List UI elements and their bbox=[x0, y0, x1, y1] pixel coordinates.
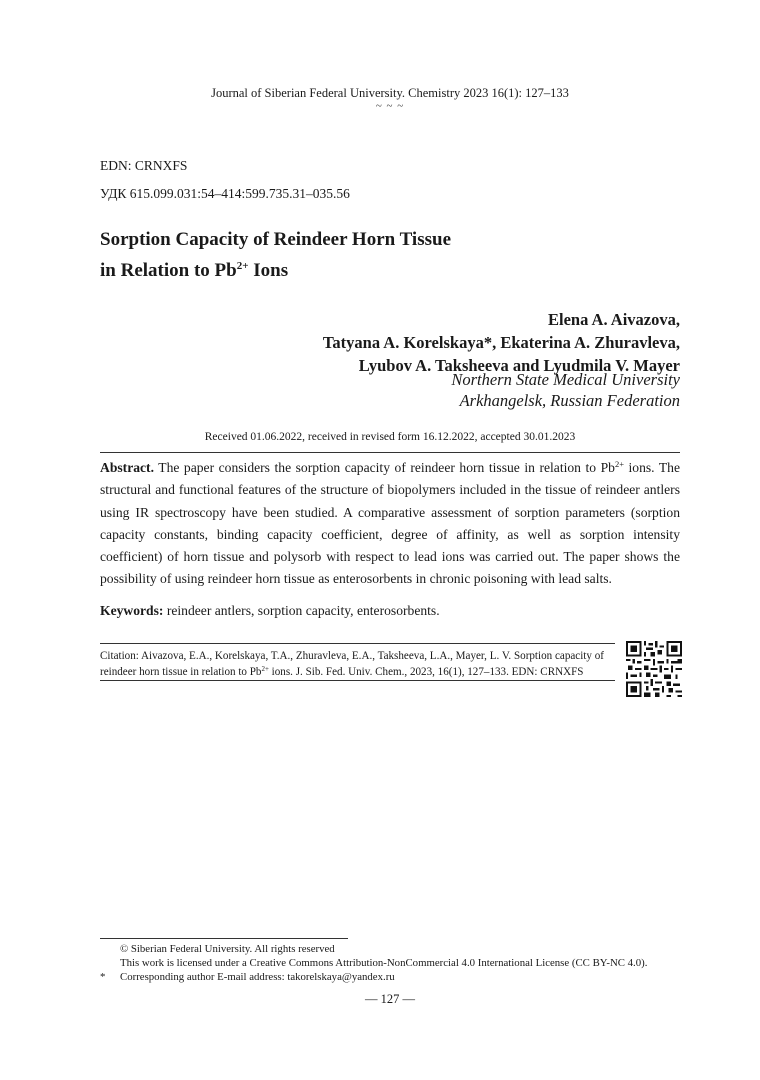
title-line-1: Sorption Capacity of Reindeer Horn Tissue bbox=[100, 229, 451, 250]
header-ornament: ~ ~ ~ bbox=[375, 100, 405, 112]
paper-title bbox=[100, 224, 451, 286]
author-line-3: Lyubov A. Taksheeva and Lyudmila V. Mayer bbox=[358, 356, 680, 375]
udk-code: УДК 615.099.031:54–414:599.735.31–035.56 bbox=[100, 186, 350, 201]
edn-code: EDN: CRNXFS bbox=[100, 158, 188, 173]
abstract-label: Abstract. bbox=[100, 460, 154, 475]
citation-rule-bottom bbox=[100, 680, 615, 681]
keywords-label: Keywords: bbox=[100, 603, 164, 618]
affiliation-line-1: Northern State Medical University bbox=[451, 370, 680, 389]
author-line-2: Tatyana A. Korelskaya*, Ekaterina A. Zhuravleva, bbox=[322, 333, 680, 352]
affiliation bbox=[451, 369, 680, 411]
title-line-2: in Relation to $Pb^{2+}$ Ions bbox=[100, 260, 289, 281]
copyright-note: © Siberian Federal University. All rights reserved bbox=[120, 943, 335, 955]
abstract: Abstract. The paper considers the sorption capacity of reindeer horn tissue in relation to $Pb^{2+}$ ions. The structural and functional features of the structure of biopolymers included in the tissue of reindeer antlers using IR spectroscopy have been studied. A comparative assessment of sorption parameters (sorption capacity constants, binding capacity coefficient, degree of affinity, as well as sorption intensity coefficient) of horn tissue and polysorb with respect to lead ions was carried out. The paper shows the possibility of using reindeer horn tissue as enterosorbents in chronic poisoning with lead salts. bbox=[100, 459, 680, 587]
affiliation-line-2: Arkhangelsk, Russian Federation bbox=[459, 391, 680, 410]
citation: Citation: Aivazova, E.A., Korelskaya, T.A., Zhuravleva, E.A., Taksheeva, L.A., Mayer, L. V. Sorption capacity of reindeer horn tissue in relation to $Pb^{2+}$ ions. J. Sib. Fed. Univ. Chem., 2023, 16(1), 127–133. EDN: CRNXFS bbox=[100, 650, 604, 678]
footnote-divider bbox=[100, 938, 348, 939]
qr-code[interactable] bbox=[626, 641, 682, 697]
author-line-1: Elena A. Aivazova, bbox=[547, 310, 680, 329]
journal-header: Journal of Siberian Federal University. Chemistry 2023 16(1): 127–133 bbox=[211, 86, 569, 100]
footnote-mark: * bbox=[100, 971, 106, 983]
page-number: ― 127 ― bbox=[365, 992, 415, 1006]
license-note: This work is licensed under a Creative Commons Attribution-NonCommercial 4.0 International License (CC BY-NC 4.0). bbox=[120, 957, 648, 969]
author-list bbox=[323, 308, 680, 377]
divider-top bbox=[100, 452, 680, 453]
corresponding-author-note: Corresponding author E-mail address: takorelskaya@yandex.ru bbox=[120, 971, 395, 983]
keywords: Keywords: reindeer antlers, sorption capacity, enterosorbents. bbox=[100, 603, 440, 618]
citation-rule-top bbox=[100, 643, 615, 644]
received-dates: Received 01.06.2022, received in revised form 16.12.2022, accepted 30.01.2023 bbox=[204, 431, 576, 443]
